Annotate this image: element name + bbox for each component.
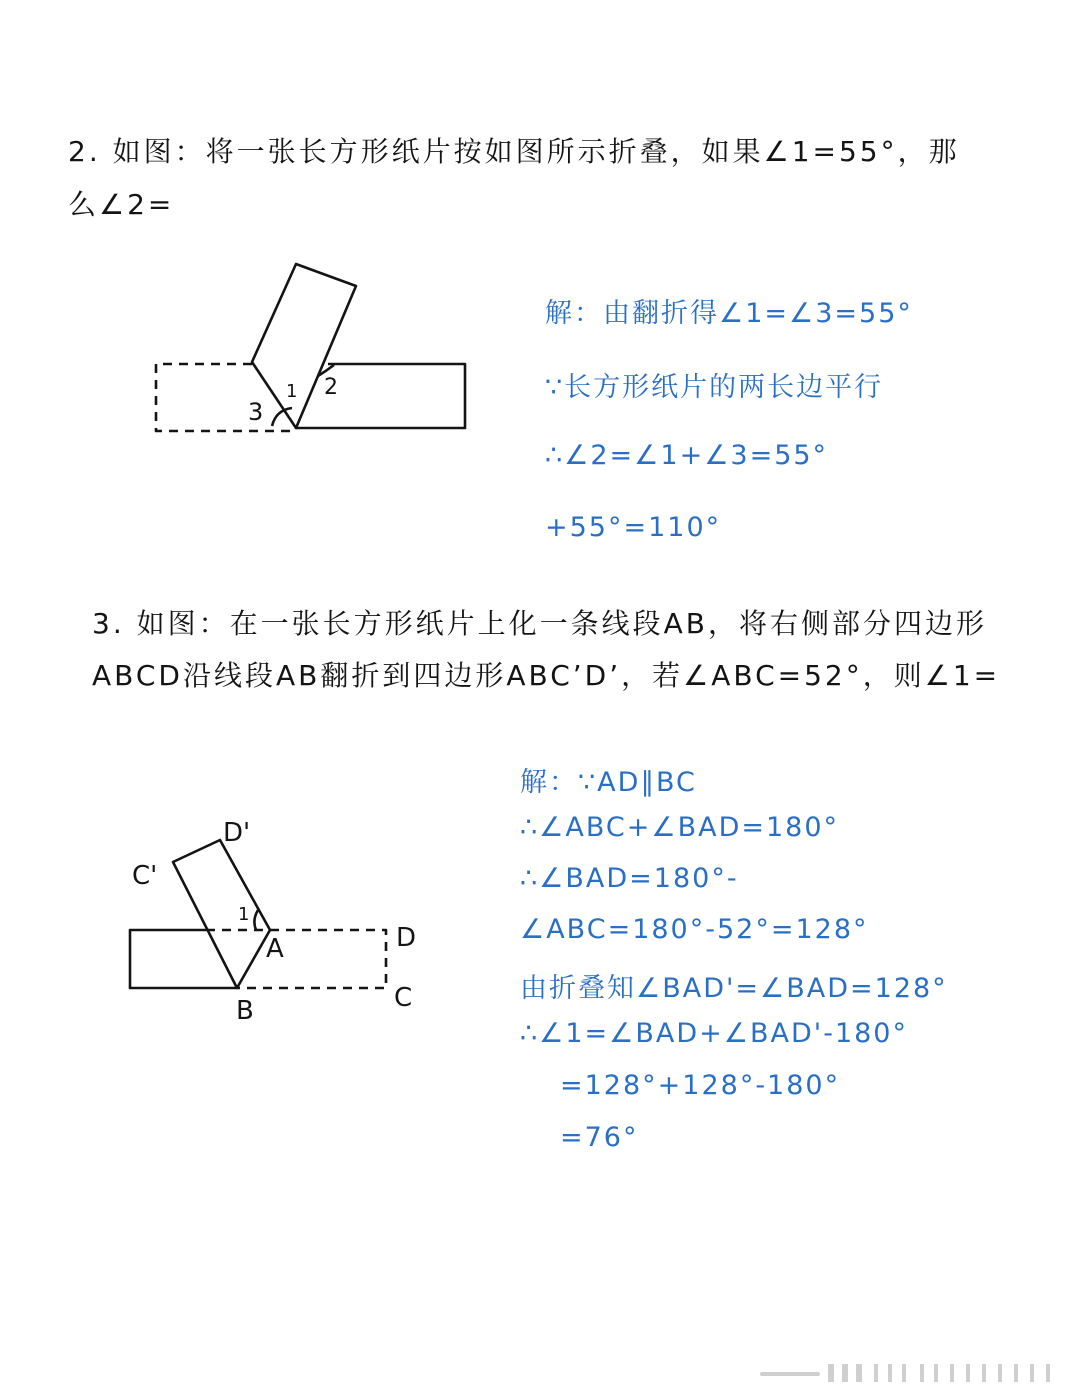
q3-solution-line2: ∴∠ABC+∠BAD=180° (520, 812, 840, 843)
q3-text-line2: ABCD沿线段AB翻折到四边形ABC’D’，若∠ABC=52°，则∠1= (92, 659, 1001, 692)
q2-solution-line3: ∴∠2=∠1+∠3=55° (545, 440, 829, 471)
q2-text-line2: 么∠2= (68, 188, 175, 221)
q2-solution-line2: ∵长方形纸片的两长边平行 (545, 372, 884, 403)
q2-label-2: 2 (324, 375, 338, 400)
q3-label-C: C (394, 983, 413, 1013)
q3-solution-line7: =128°+128°-180° (560, 1070, 841, 1101)
q3-label-C-prime: C' (132, 861, 158, 891)
q3-label-D-prime: D' (223, 818, 251, 848)
q2-label-3: 3 (248, 398, 264, 426)
q2-text-line1: 2. 如图：将一张长方形纸片按如图所示折叠，如果∠1=55°，那 (68, 135, 960, 168)
q3-solution-line5: 由折叠知∠BAD'=∠BAD=128° (520, 973, 948, 1004)
q3-solution-line4: ∠ABC=180°-52°=128° (520, 914, 869, 945)
q2-label-1: 1 (286, 381, 298, 402)
q3-text-line1: 3. 如图：在一张长方形纸片上化一条线段AB，将右侧部分四边形 (92, 607, 987, 640)
q3-label-B: B (236, 996, 254, 1026)
q3-solution-line3: ∴∠BAD=180°- (520, 863, 739, 894)
q3-solution-line8: =76° (560, 1122, 639, 1153)
q3-label-D: D (396, 923, 417, 953)
q2-solution-line4: +55°=110° (545, 512, 722, 543)
q3-label-1: 1 (238, 904, 250, 925)
q3-solution-line6: ∴∠1=∠BAD+∠BAD'-180° (520, 1018, 908, 1049)
q3-solution-line1: 解：∵AD∥BC (520, 767, 697, 798)
q2-solution-line1: 解：由翻折得∠1=∠3=55° (545, 298, 913, 329)
q3-label-A: A (266, 934, 284, 964)
